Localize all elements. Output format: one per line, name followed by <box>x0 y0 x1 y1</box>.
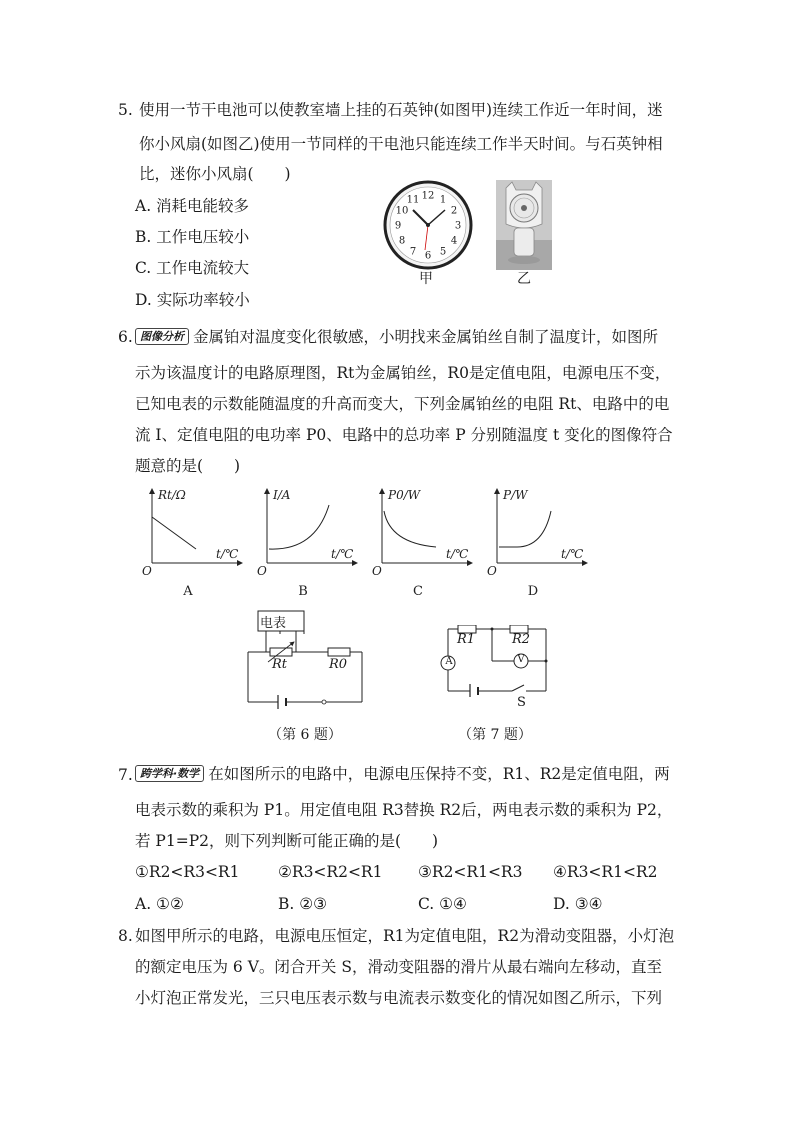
graph-caption: D <box>527 584 539 599</box>
q5-line-1: 使用一节干电池可以使教室墙上挂的石英钟(如图甲)连续工作近一年时间，迷 <box>139 101 663 119</box>
q6-rt-label: Rt <box>272 657 288 672</box>
graph-origin-label: O <box>372 564 382 578</box>
q6-meter-label: 电表 <box>260 616 287 631</box>
q7-option-a: A. ①② <box>135 895 184 913</box>
clock-numeral: 10 <box>395 205 409 217</box>
q5-fan-photo <box>496 180 552 270</box>
q7-choice-2: ②R3<R2<R1 <box>278 863 383 881</box>
graph-y-label: I/A <box>273 488 291 502</box>
graph-curve <box>499 511 551 547</box>
clock-numeral: 7 <box>409 246 417 258</box>
q6-line-1 <box>135 327 658 347</box>
q6-line-1-text: 金属铂对温度变化很敏感，小明找来金属铂丝自制了温度计，如图所 <box>193 328 659 346</box>
q5-option-c: C. 工作电流较大 <box>135 259 250 277</box>
q7-voltmeter-label: V <box>517 654 525 665</box>
graph-curve <box>152 517 196 549</box>
graph-caption: C <box>413 584 423 599</box>
graph-origin-label: O <box>142 564 152 578</box>
q5-line-3: 比，迷你小风扇( ) <box>139 165 291 183</box>
q6-line-3: 已知电表的示数能随温度的升高而变大，下列金属铂丝的电阻 Rt、电路中的电 <box>135 395 670 413</box>
clock-numeral: 5 <box>439 246 447 258</box>
q5-label-jia: 甲 <box>419 271 433 287</box>
q6-number: 6. <box>118 328 133 346</box>
q7-caption: （第 7 题） <box>458 727 532 743</box>
q7-line-1-text: 在如图所示的电路中，电源电压保持不变，R1、R2是定值电阻，两 <box>208 765 670 783</box>
q7-ammeter-label: A <box>445 656 453 667</box>
graph-caption: B <box>298 584 308 599</box>
graph-origin-label: O <box>257 564 267 578</box>
q6-caption: （第 6 题） <box>268 727 342 743</box>
q6-r0-label: R0 <box>329 657 348 672</box>
q6-graphs <box>140 485 600 605</box>
graph-y-label: P/W <box>503 488 528 502</box>
q7-option-c: C. ①④ <box>418 895 467 913</box>
q5-option-b: B. 工作电压较小 <box>135 228 250 246</box>
graph-x-label: t/℃ <box>331 547 354 561</box>
graph-caption: A <box>183 584 193 599</box>
q6-line-2: 示为该温度计的电路原理图，Rt为金属铂丝，R0是定值电阻，电源电压不变， <box>135 364 671 382</box>
clock-numeral: 8 <box>398 235 406 247</box>
q5-option-a: A. 消耗电能较多 <box>135 197 250 215</box>
graph-origin-label: O <box>487 564 497 578</box>
q8-line-2: 的额定电压为 6 V。闭合开关 S，滑动变阻器的滑片从最右端向左移动，直至 <box>135 958 662 976</box>
q7-r2-label: R2 <box>512 632 531 647</box>
q7-choice-1: ①R2<R3<R1 <box>135 863 240 881</box>
q7-option-b: B. ②③ <box>278 895 328 913</box>
q6-tag: 图像分析 <box>135 328 189 345</box>
graph-x-label: t/℃ <box>561 547 584 561</box>
clock-numeral: 11 <box>406 194 420 206</box>
q7-line-1 <box>135 764 670 784</box>
q5-line-2: 你小风扇(如图乙)使用一节同样的干电池只能连续工作半天时间。与石英钟相 <box>139 135 663 153</box>
q5-option-d: D. 实际功率较小 <box>135 291 250 309</box>
clock-numeral: 6 <box>424 250 432 262</box>
clock-numeral: 3 <box>454 220 462 232</box>
clock-numeral: 4 <box>450 235 458 247</box>
graph-x-label: t/℃ <box>446 547 469 561</box>
graph-curve <box>269 505 329 549</box>
q7-choice-3: ③R2<R1<R3 <box>418 863 523 881</box>
q7-choice-4: ④R3<R1<R2 <box>553 863 658 881</box>
q8-line-3: 小灯泡正常发光，三只电压表示数与电流表示数变化的情况如图乙所示，下列 <box>135 989 663 1007</box>
q7-number: 7. <box>118 766 133 784</box>
q8-number: 8. <box>118 927 133 945</box>
q5-label-yi: 乙 <box>517 271 531 287</box>
q7-line-2: 电表示数的乘积为 P1。用定值电阻 R3替换 R2后，两电表示数的乘积为 P2， <box>135 801 673 819</box>
graph-y-label: P0/W <box>388 488 421 502</box>
q6-line-4: 流 I、定值电阻的电功率 P0、电路中的总功率 P 分别随温度 t 变化的图像符合 <box>135 426 673 444</box>
q5-clock-figure <box>383 180 473 270</box>
q7-tag: 跨学科·数学 <box>135 765 204 782</box>
q7-r1-label: R1 <box>457 632 476 647</box>
clock-numeral: 2 <box>450 205 458 217</box>
q7-line-3: 若 P1=P2，则下列判断可能正确的是( ) <box>135 832 439 850</box>
q7-option-d: D. ③④ <box>553 895 603 913</box>
clock-numeral: 12 <box>421 190 435 202</box>
graph-y-label: Rt/Ω <box>158 488 186 502</box>
graph-x-label: t/℃ <box>216 547 239 561</box>
q7-switch-label: S <box>517 695 526 710</box>
clock-numeral: 9 <box>394 220 402 232</box>
q6-line-5: 题意的是( ) <box>135 457 241 475</box>
q5-number: 5. <box>118 101 133 119</box>
graph-curve <box>384 511 436 547</box>
q8-line-1: 如图甲所示的电路，电源电压恒定，R1为定值电阻，R2为滑动变阻器，小灯泡 <box>135 927 675 945</box>
clock-numeral: 1 <box>439 194 447 206</box>
